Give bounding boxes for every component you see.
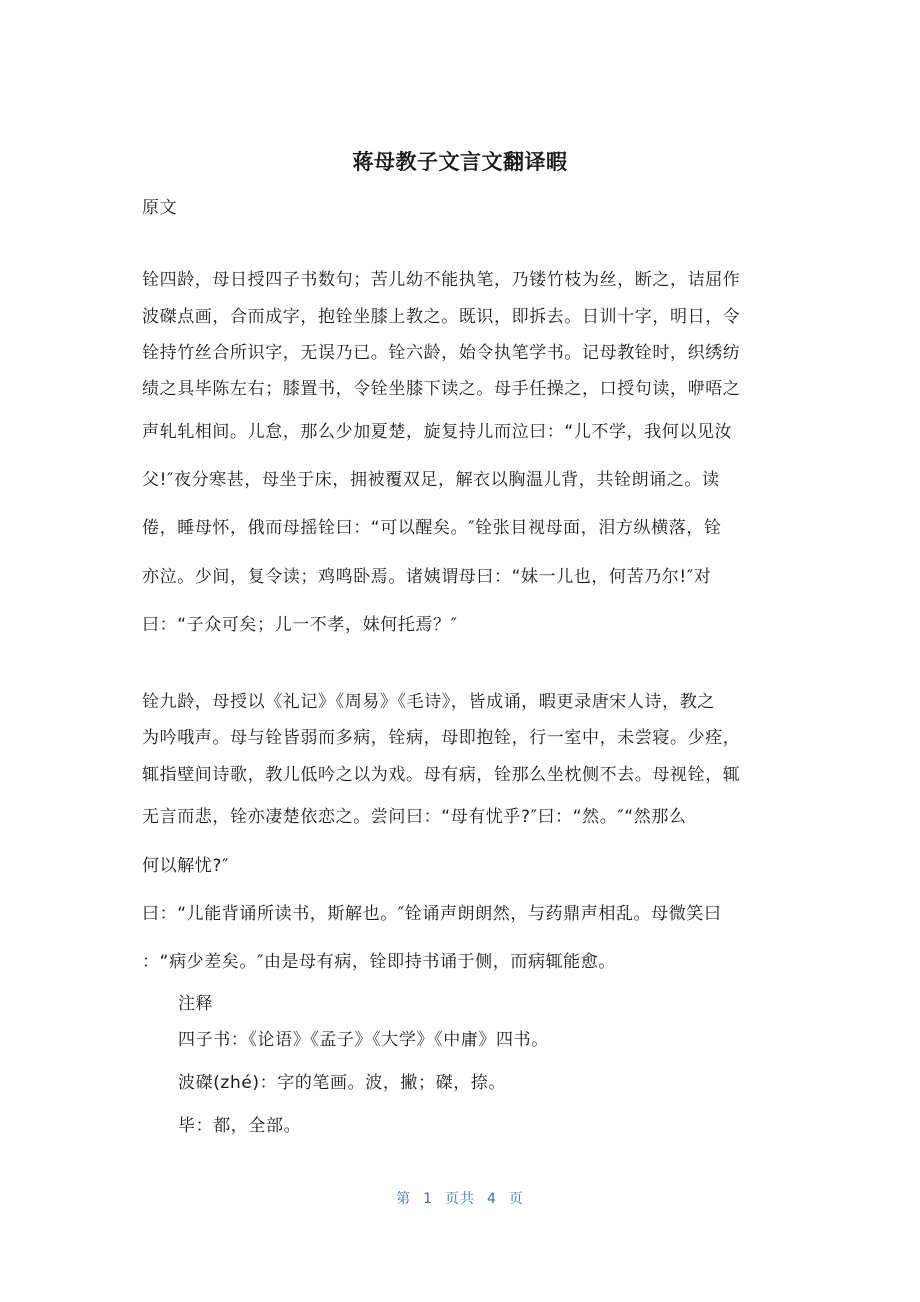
section-heading-original: 原文 — [142, 198, 178, 218]
footer-prefix: 第 — [396, 1191, 412, 1207]
paragraph-line: 铨四龄，母日授四子书数句；苦儿幼不能执笔，乃镂竹枝为丝，断之，诘屈作 — [142, 270, 741, 290]
note-item: 四子书：《论语》《孟子》《大学》《中庸》四书。 — [178, 1030, 549, 1050]
notes-heading: 注释 — [178, 994, 214, 1014]
paragraph-line: 曰：“子众可矣；儿一不孝，妹何托焉？″ — [142, 615, 458, 635]
footer-page-total: 4 — [487, 1191, 497, 1207]
paragraph-line: 倦，睡母怀，俄而母摇铨曰：“可以醒矣。″铨张目视母面，泪方纵横落，铨 — [142, 518, 722, 538]
paragraph-line: 铨持竹丝合所识字，无误乃已。铨六龄，始令执笔学书。记母教铨时，织绣纺 — [142, 343, 741, 363]
paragraph-line: 何以解忧?″ — [142, 856, 229, 876]
paragraph-line: 父!″夜分寒甚，母坐于床，拥被覆双足，解衣以胸温儿背，共铨朗诵之。读 — [142, 470, 720, 490]
paragraph-line: 辄指壁间诗歌，教儿低吟之以为戏。母有病，铨那么坐枕侧不去。母视铨，辄 — [142, 765, 741, 785]
footer-page-number: 1 — [423, 1191, 433, 1207]
paragraph-line: 铨九龄，母授以《礼记》《周易》《毛诗》，皆成诵，暇更录唐宋人诗，教之 — [142, 692, 715, 712]
note-item: 波磔(zhé)：字的笔画。波，撇；磔，捺。 — [178, 1073, 507, 1093]
page-footer — [0, 1188, 920, 1208]
paragraph-line: ：“病少差矣。″由是母有病，铨即持书诵于侧，而病辄能愈。 — [142, 952, 616, 972]
paragraph-line: 波磔点画，合而成字，抱铨坐膝上教之。既识，即拆去。日训十字，明日，令 — [142, 307, 741, 327]
note-item: 毕：都，全部。 — [178, 1116, 302, 1136]
paragraph-line: 亦泣。少间，复令读；鸡鸣卧焉。诸姨谓母曰：“妹一儿也，何苦乃尔!″对 — [142, 567, 712, 587]
paragraph-line: 声轧轧相间。儿怠，那么少加夏楚，旋复持儿而泣曰：“儿不学，我何以见汝 — [142, 422, 733, 442]
paragraph-line: 绩之具毕陈左右；膝置书，令铨坐膝下读之。母手任操之，口授句读，咿唔之 — [142, 379, 741, 399]
paragraph-line: 为吟哦声。母与铨皆弱而多病，铨病，母即抱铨，行一室中，未尝寝。少痊， — [142, 728, 741, 748]
document-title: 蒋母教子文言文翻译暇 — [352, 150, 568, 174]
footer-suffix: 页 — [508, 1191, 524, 1207]
footer-middle: 页共 — [445, 1191, 475, 1207]
paragraph-line: 无言而悲，铨亦凄楚依恋之。尝问曰：“母有忧乎?″曰：“然。″“然那么 — [142, 807, 687, 827]
paragraph-line: 曰：“儿能背诵所读书，斯解也。″铨诵声朗朗然，与药鼎声相乱。母微笑曰 — [142, 904, 722, 924]
